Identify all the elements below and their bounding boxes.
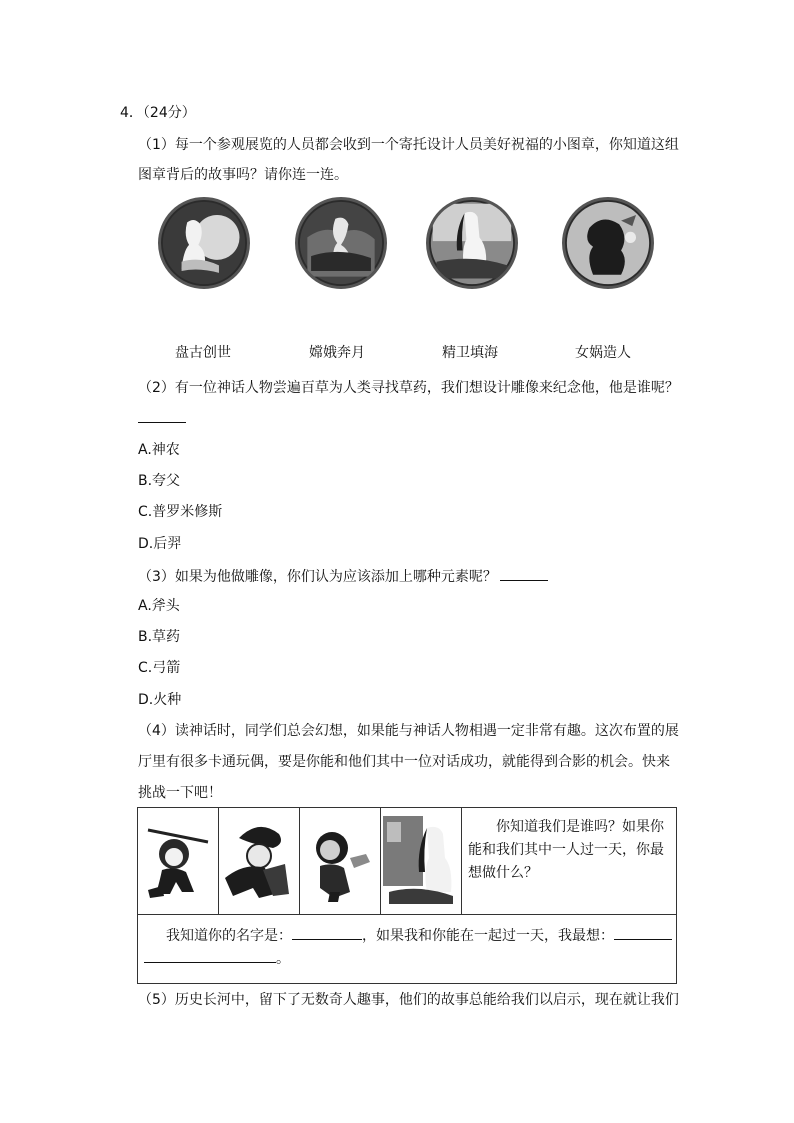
answer-wish-blank-1[interactable]: [614, 925, 672, 940]
part3-option-d: D.火种: [138, 692, 182, 708]
part1-prompt-line2: 图章背后的故事吗？请你连一连。: [138, 167, 348, 183]
part4-prompt-line2: 厅里有很多卡通玩偶，要是你能和他们其中一位对话成功，就能得到合影的机会。快来: [138, 754, 670, 770]
question-number: 4．（24分）: [120, 105, 196, 121]
part2-option-b: B.夸父: [138, 473, 181, 489]
caption-3: 精卫填海: [442, 345, 498, 361]
table-question: 你知道我们是谁吗？如果你能和我们其中一人过一天，你最想做什么？: [468, 819, 664, 881]
part3-prompt-row: [138, 566, 548, 586]
cartoon-3: [300, 808, 381, 915]
answer-name-label: 我知道你的名字是：: [166, 928, 292, 944]
seal-image-2: [295, 197, 387, 289]
answer-wish-label: ，如果我和你能在一起过一天，我最想：: [362, 928, 614, 944]
caption-1: 盘古创世: [175, 345, 231, 361]
seal-image-3: [426, 197, 518, 289]
part2-option-c: C.普罗米修斯: [138, 504, 223, 520]
caption-2: 嫦娥奔月: [309, 345, 365, 361]
part2-option-d: D.后羿: [138, 536, 182, 552]
answer-name-blank[interactable]: [292, 925, 362, 940]
part4-prompt-line3: 挑战一下吧！: [138, 785, 222, 801]
seal-image-4: [562, 197, 654, 289]
part1-prompt-line1: （1）每一个参观展览的人员都会收到一个寄托设计人员美好祝福的小图章，你知道这组: [138, 137, 679, 153]
part3-prompt: （3）如果为他做雕像，你们认为应该添加上哪种元素呢？: [138, 569, 497, 585]
part3-option-c: C.弓箭: [138, 660, 181, 676]
answer-wish-blank-2[interactable]: [144, 948, 276, 963]
table-question-cell: [462, 808, 677, 915]
cartoon-2: [219, 808, 300, 915]
cartoon-1: [138, 808, 219, 915]
answer-end: 。: [276, 951, 290, 967]
dialogue-table: [137, 807, 677, 984]
part2-option-a: A.神农: [138, 442, 180, 458]
part2-answer-blank[interactable]: [138, 408, 186, 428]
part3-answer-blank[interactable]: [500, 566, 548, 581]
part3-option-b: B.草药: [138, 629, 181, 645]
caption-4: 女娲造人: [575, 345, 631, 361]
part2-prompt: （2）有一位神话人物尝遍百草为人类寻找草药，我们想设计雕像来纪念他，他是谁呢？: [138, 380, 679, 396]
seal-image-1: [158, 197, 250, 289]
part5-prompt-line1: （5）历史长河中，留下了无数奇人趣事，他们的故事总能给我们以启示，现在就让我们: [138, 992, 679, 1008]
part3-option-a: A.斧头: [138, 598, 180, 614]
answer-cell: [138, 915, 677, 984]
part4-prompt-line1: （4）读神话时，同学们总会幻想，如果能与神话人物相遇一定非常有趣。这次布置的展: [138, 723, 679, 739]
cartoon-4: [381, 808, 462, 915]
